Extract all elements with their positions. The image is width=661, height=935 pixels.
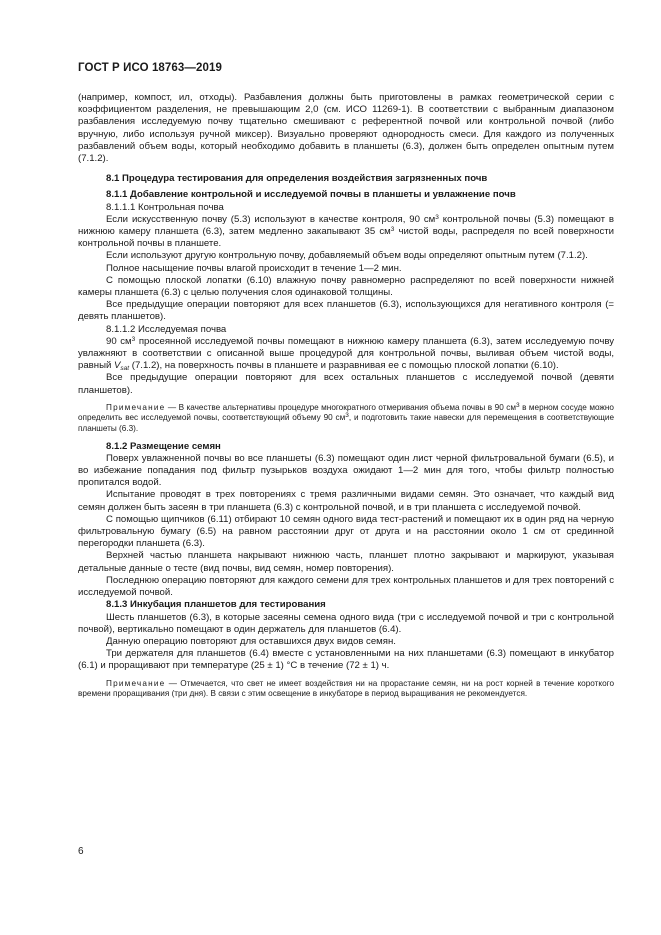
superscript: 3	[390, 226, 395, 234]
paragraph-control-soil	[78, 214, 614, 251]
paragraph: Испытание проводят в трех повторениях с тремя различными видами семян. Это означает, что каждый вид семян должен быть засеян в три планшета (6.3) с контрольной почвой, и в три планшета с исследуемой почвой.	[78, 489, 614, 513]
text-span: контрольной почвы (5.3) помещают в нижнюю камеру планшета (6.3), затем медленно закапывают 35 см	[78, 213, 614, 238]
paragraph: С помощью плоской лопатки (6.10) влажную почву равномерно распределяют по всей поверхности нижней камеры планшета (6.3) с целью получения слоя одинаковой толщины.	[78, 274, 614, 299]
text-span: Если искусственную почву (5.3) используют в качестве контроля, 90 см	[106, 213, 436, 225]
paragraph: Если используют другую контрольную почву, добавляемый объем воды определяют опытным путем (7.1.2).	[106, 250, 588, 262]
note-label: Примечание	[106, 402, 166, 412]
note-label: Примечание	[106, 678, 166, 688]
paragraph-intro: (например, компост, ил, отходы). Разбавления должны быть приготовлены в рамках геометрической серии с коэффициентом разделения, не превышающим 2,0 (см. ИСО 11269-1). В соответствии с выбранным диапазоном разбавления исследуемую почву тщательно смешивают с референтной почвой или контрольной почвой (либо вручную, либо используя ручной миксер). Визуально проверяют однородность смеси. Для каждого из полученных разбавлений объем воды, который необходимо добавить в планшеты (6.3), должен быть определен опытным путем (7.1.2).	[78, 92, 614, 165]
page-number: 6	[78, 846, 84, 857]
subsection-heading-8-1-1-2: 8.1.1.2 Исследуемая почва	[106, 323, 227, 335]
text-span: в мерном сосуде можно определить вес исследуемой почвы, соответствующий объему 90 см	[78, 402, 614, 423]
paragraph: Данную операцию повторяют для оставшихся двух видов семян.	[106, 635, 396, 647]
paragraph: Все предыдущие операции повторяют для всех планшетов (6.3), использующихся для негативного контроля (= девять планшетов).	[78, 299, 614, 323]
section-heading-8-1-2: 8.1.2 Размещение семян	[106, 440, 221, 452]
subscript-sat: sat	[120, 365, 130, 373]
text-span: чистой воды, распределя по всей поверхности контрольной почвы в планшете.	[78, 226, 614, 250]
document-header: ГОСТ Р ИСО 18763—2019	[78, 62, 223, 74]
paragraph: Верхней частью планшета накрывают нижнюю часть, планшет плотно закрывают и маркируют, указывая детальные данные о тесте (вид почвы, вид семян, номер повторения).	[78, 550, 614, 574]
superscript: 3	[131, 335, 136, 343]
superscript: 3	[515, 401, 520, 409]
text-span: — Отмечается, что свет не имеет воздействия ни на прорастание семян, ни на рост корней в течение короткого времени проращивания (три дня). В связи с этим освещение в инкубаторе в период выращивания не рекомендуется.	[78, 678, 614, 699]
document-body	[78, 92, 614, 706]
paragraph-test-soil	[78, 336, 614, 373]
text-span: , и подготовить такие навески для перемещения в соответствующие планшеты (6.3).	[78, 413, 614, 434]
superscript: 3	[435, 213, 439, 221]
section-heading-8-1-3: 8.1.3 Инкубация планшетов для тестирования	[106, 599, 326, 611]
paragraph: С помощью щипчиков (6.11) отбирают 10 семян одного вида тест-растений и помещают их в один ряд на черную фильтровальную бумагу (6.5) на равном расстоянии друг от друга и на расстоянии около 1 см от срединной перегородки планшета (6.3).	[78, 513, 614, 550]
subsection-heading-8-1-1-1: 8.1.1.1 Контрольная почва	[106, 201, 224, 213]
section-heading-8-1: 8.1 Процедура тестирования для определения воздействия загрязненных почв	[106, 173, 488, 185]
variable-v: V	[114, 360, 121, 372]
paragraph: Полное насыщение почвы влагой происходит в течение 1—2 мин.	[106, 262, 402, 274]
paragraph: Три держателя для планшетов (6.4) вместе с установленными на них планшетами (6.3) помещают в инкубатор (6.1) и проращивают при температуре (25 ± 1) °С в течение (72 ± 1) ч.	[78, 648, 614, 672]
paragraph: Все предыдущие операции повторяют для всех остальных планшетов с исследуемой почвой (девяти планшетов).	[78, 372, 614, 396]
paragraph: Шесть планшетов (6.3), в которые засеяны семена одного вида (три с исследуемой почвой и три с контрольной почвой), вертикально помещают в один держатель для планшетов (6.4).	[78, 611, 614, 635]
text-span: — В качестве альтернативы процедуре многократного отмеривания объема почвы в 90 см	[165, 402, 516, 412]
note-2	[78, 679, 614, 700]
paragraph: Последнюю операцию повторяют для каждого семени для трех контрольных планшетов и для трех повторений с исследуемой почвой.	[78, 574, 614, 599]
text-span: 90 см	[106, 335, 132, 347]
paragraph: Поверх увлажненной почвы во все планшеты (6.3) помещают один лист черной фильтровальной бумаги (6.5), и во избежание попадания под фильтр пузырьков воздуха ожидают 1—2 мин для того, чтобы фильтр полностью пропитался водой.	[78, 452, 614, 489]
text-span: (7.1.2), на поверхность почвы в планшете и разравнивая ее с помощью плоской лопатки (6.10).	[129, 360, 559, 372]
text-span: просеянной исследуемой почвы помещают в нижнюю камеру планшета (6.3), затем исследуемую почву увлажняют в соответствии с описанной выше процедурой для контрольной почвы, выливая объем чистой воды, равный	[78, 335, 614, 372]
section-heading-8-1-1: 8.1.1 Добавление контрольной и исследуемой почвы в планшеты и увлажнение почв	[106, 189, 516, 201]
note-1	[78, 403, 614, 435]
superscript: 3	[345, 412, 349, 420]
